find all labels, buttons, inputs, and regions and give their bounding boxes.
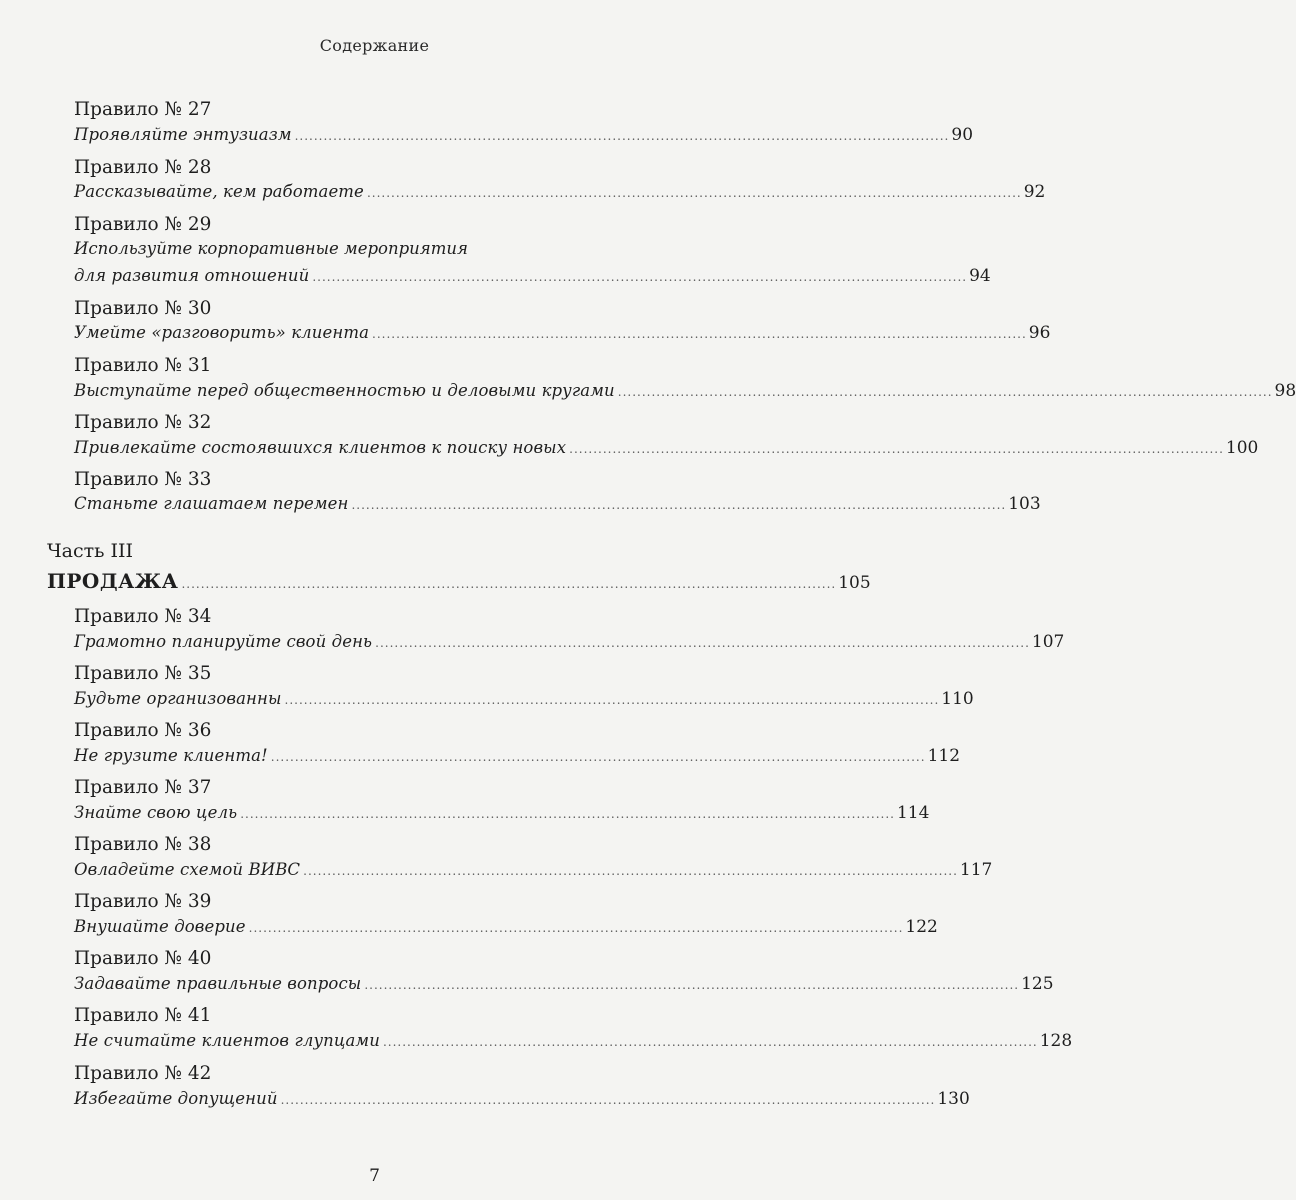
rule-number: Правило № 30 <box>74 298 212 319</box>
rule-number: Правило № 32 <box>74 412 212 433</box>
toc-entry-title: Рассказывайте, кем работаете <box>74 182 364 201</box>
toc-entry-page: 125 <box>1021 974 1054 994</box>
toc-entry-title: для развития отношений <box>74 266 310 285</box>
dot-leader: ........................................................................................................................................ <box>375 636 1030 650</box>
toc-entry-page: 130 <box>937 1089 970 1109</box>
rule-number: Правило № 27 <box>74 99 212 120</box>
toc-entry[interactable] <box>74 971 1054 997</box>
toc-entry-page: 117 <box>959 860 993 880</box>
dot-leader: ........................................................................................................................................ <box>366 186 1022 200</box>
rule-number: Правило № 29 <box>74 214 212 235</box>
toc-entry-title: Внушайте доверие <box>74 917 246 936</box>
toc-entry[interactable] <box>74 629 1065 655</box>
toc-entry-page: 114 <box>896 803 930 823</box>
part-title: ПРОДАЖА <box>47 569 179 593</box>
toc-entry[interactable] <box>74 914 938 940</box>
toc-entry-page: 98 <box>1274 381 1296 401</box>
dot-leader: ........................................................................................................................................ <box>364 978 1020 992</box>
toc-entry-title: Избегайте допущений <box>74 1089 278 1108</box>
dot-leader: ........................................................................................................................................ <box>240 807 895 821</box>
rule-number: Правило № 28 <box>74 157 212 178</box>
toc-entry-title: Будьте организованны <box>74 689 282 708</box>
dot-leader: ........................................................................................................................................ <box>280 1093 936 1107</box>
toc-entry[interactable] <box>74 263 991 289</box>
rule-number: Правило № 35 <box>74 663 212 684</box>
dot-leader: ........................................................................................................................................ <box>569 442 1224 456</box>
toc-entry-title: Овладейте схемой ВИВС <box>74 860 301 879</box>
dot-leader: ........................................................................................................................................ <box>284 693 940 707</box>
toc-entry-title: Грамотно планируйте свой день <box>74 632 373 651</box>
rule-number: Правило № 33 <box>74 469 212 490</box>
toc-entry-title: Станьте глашатаем перемен <box>74 494 349 513</box>
toc-entry[interactable] <box>74 122 974 148</box>
toc-entry[interactable] <box>74 1086 970 1112</box>
part-page: 105 <box>838 573 871 593</box>
toc-entry-page: 92 <box>1023 182 1046 202</box>
dot-leader: ........................................................................................................................................ <box>382 1035 1038 1049</box>
dot-leader: ........................................................................................................................................ <box>270 750 926 764</box>
toc-entry-page: 96 <box>1028 323 1051 343</box>
toc-entry-page: 122 <box>905 917 938 937</box>
toc-entry-title: Выступайте перед общественностью и деловыми кругами <box>74 381 615 400</box>
dot-leader: ........................................................................................................................................ <box>303 864 958 878</box>
toc-entry-title: Привлекайте состоявшихся клиентов к поиску новых <box>74 438 567 457</box>
dot-leader: ........................................................................................................................................ <box>294 129 950 143</box>
toc-entry-title: Знайте свою цель <box>74 803 238 822</box>
dot-leader: ........................................................................................................................................ <box>181 577 837 591</box>
rule-number: Правило № 38 <box>74 834 212 855</box>
dot-leader: ........................................................................................................................................ <box>617 385 1273 399</box>
rule-number: Правило № 34 <box>74 606 212 627</box>
toc-entry-title-line1: Используйте корпоративные мероприятия <box>74 239 468 258</box>
toc-entry-title: Задавайте правильные вопросы <box>74 974 362 993</box>
toc-entry-page: 110 <box>941 689 974 709</box>
toc-entry-page: 107 <box>1031 632 1065 652</box>
toc-entry-page: 103 <box>1008 494 1041 514</box>
toc-entry-title: Умейте «разговорить» клиента <box>74 323 370 342</box>
toc-entry[interactable] <box>74 1028 1073 1054</box>
rule-number: Правило № 39 <box>74 891 212 912</box>
toc-entry-page: 112 <box>927 746 961 766</box>
toc-entry-page: 90 <box>951 125 974 145</box>
dot-leader: ........................................................................................................................................ <box>351 498 1007 512</box>
page-number: 7 <box>369 1166 380 1186</box>
part-label: Часть III <box>47 540 134 562</box>
toc-entry[interactable] <box>74 179 1046 205</box>
toc-entry-page: 94 <box>969 266 991 286</box>
toc-entry-page: 128 <box>1039 1031 1073 1051</box>
rule-number: Правило № 31 <box>74 355 212 376</box>
dot-leader: ........................................................................................................................................ <box>248 921 904 935</box>
toc-entry-title: Проявляйте энтузиазм <box>74 125 292 144</box>
toc-entry[interactable] <box>74 800 930 826</box>
toc-entry[interactable] <box>74 686 974 712</box>
toc-entry[interactable] <box>74 378 1296 404</box>
part-entry[interactable] <box>47 567 871 595</box>
rule-number: Правило № 40 <box>74 948 212 969</box>
dot-leader: ........................................................................................................................................ <box>312 270 968 284</box>
rule-number: Правило № 41 <box>74 1005 212 1026</box>
toc-entry-title: Не считайте клиентов глупцами <box>74 1031 380 1050</box>
dot-leader: ........................................................................................................................................ <box>372 327 1027 341</box>
toc-entry-title: Не грузите клиента! <box>74 746 268 765</box>
toc-entry[interactable] <box>74 320 1051 346</box>
toc-entry[interactable] <box>74 743 961 769</box>
toc-entry[interactable] <box>74 857 993 883</box>
rule-number: Правило № 37 <box>74 777 212 798</box>
rule-number: Правило № 36 <box>74 720 212 741</box>
rule-number: Правило № 42 <box>74 1063 212 1084</box>
toc-entry[interactable] <box>74 491 1041 517</box>
toc-entry-page: 100 <box>1225 438 1259 458</box>
toc-entry[interactable] <box>74 435 1259 461</box>
running-header: Содержание <box>319 36 430 55</box>
